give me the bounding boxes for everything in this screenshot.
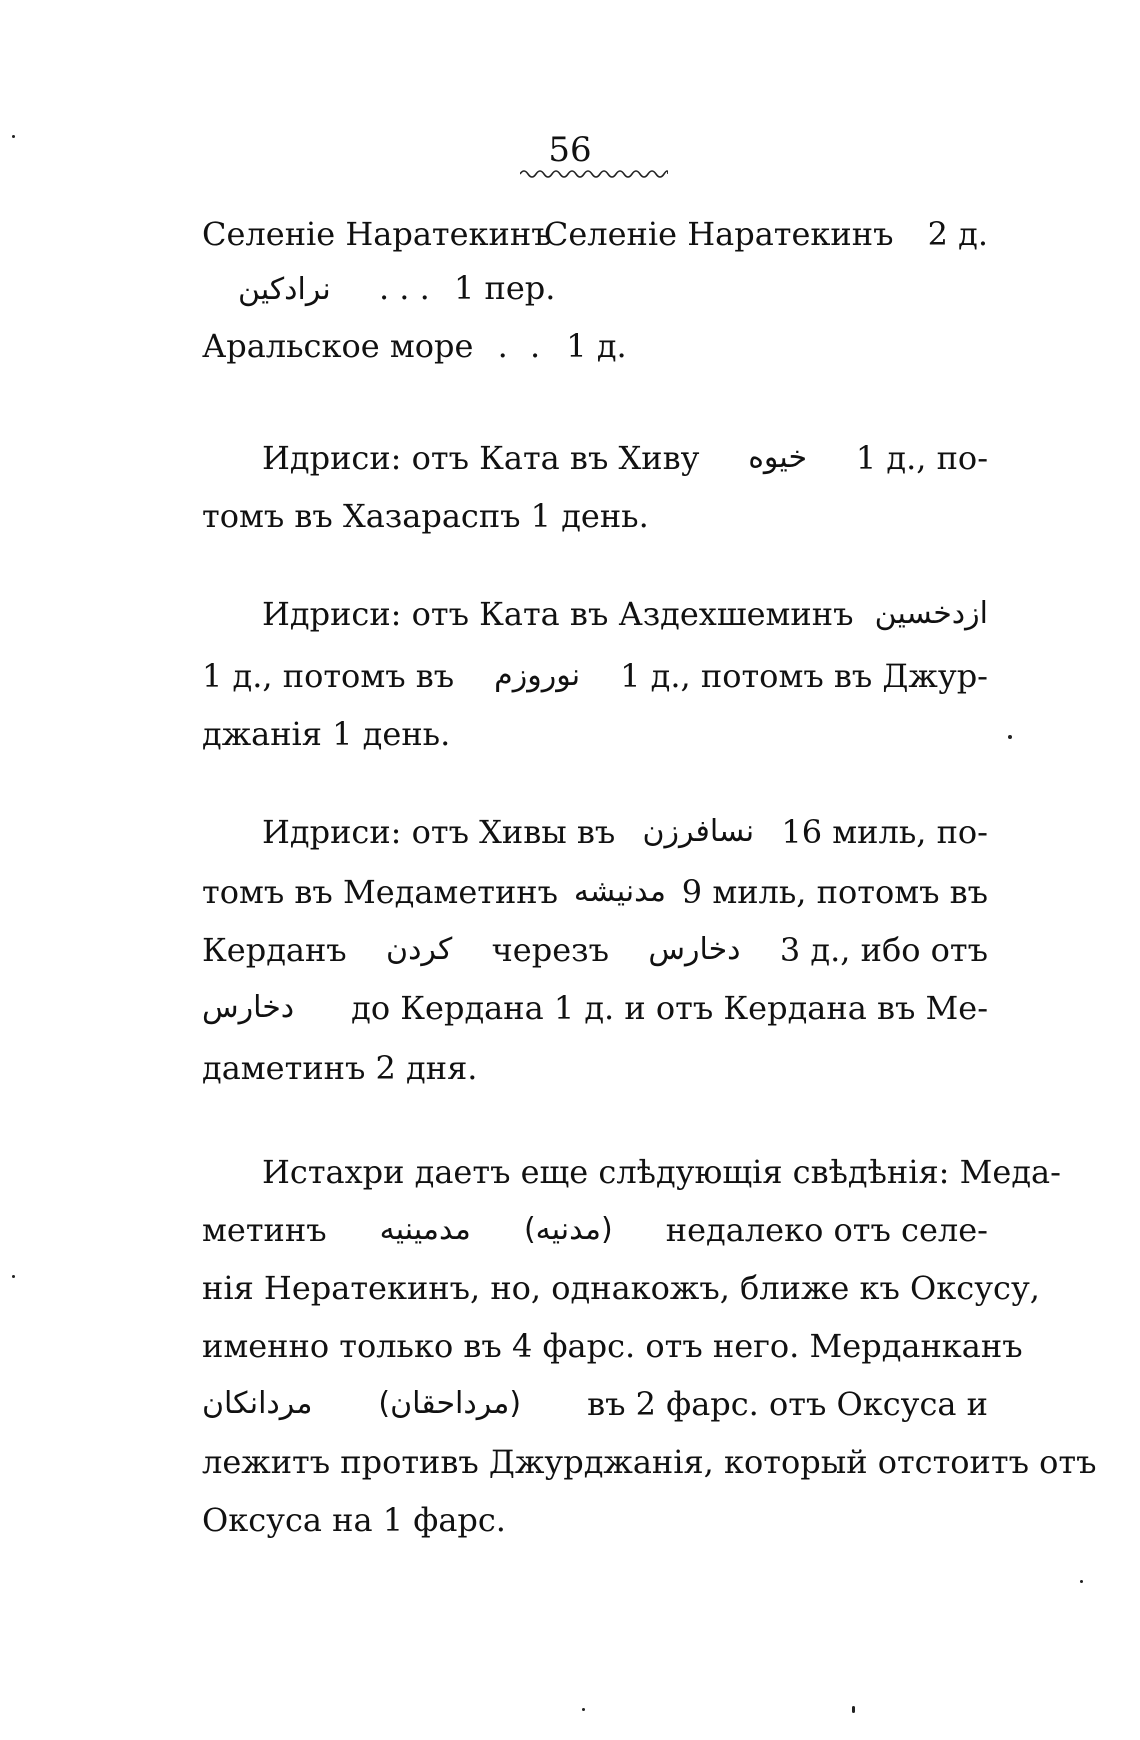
p2-text-c: 1 д., потомъ въ Джур- [620,657,988,695]
p3-text-h: до Кердана 1 д. и отъ Кердана въ Ме- [351,989,988,1027]
row3 [202,318,627,374]
p1-line1 [262,430,988,486]
p4-text-c: недалеко отъ селе- [665,1211,988,1249]
row3-left: Аральское море [202,327,474,365]
p3-text-d: 9 миль, потомъ въ [681,873,988,911]
p1-text-a: Идриси: отъ Ката въ Хиву [262,439,700,477]
p3-arabic-b: مدنيشه [573,874,666,909]
p3-line5 [202,1040,988,1096]
p4-line5 [202,1376,988,1432]
p3-text-f: черезъ [491,931,609,969]
p4-arabic-b: (مدنيه) [523,1212,613,1247]
row2-arabic: نرادكين [238,272,331,307]
scan-speck [12,1275,15,1278]
p2-text-a: Идриси: отъ Ката въ Аздехшеминъ [262,595,854,633]
p2-text-b: 1 д., потомъ въ [202,657,455,695]
p4-text-g: лежитъ противъ Джурджанія, который отстоитъ отъ [202,1443,1097,1481]
p3-line4 [202,980,988,1036]
p3-arabic-c: كردن [386,932,453,967]
p1-text-b: 1 д., по- [855,439,988,477]
scan-speck [1008,735,1012,739]
p2-line3 [202,706,988,762]
p1-arabic: خيوه [748,440,808,475]
p3-line2 [202,864,988,920]
scan-speck [1080,1580,1083,1583]
p2-line1 [262,586,988,642]
row3-value: 1 д. [566,327,627,365]
p4-text-h: Оксуса на 1 фарс. [202,1501,506,1539]
p4-text-b: метинъ [202,1211,327,1249]
p3-text-a: Идриси: отъ Хивы въ [262,813,616,851]
p1-text-c: томъ въ Хазараспъ 1 день. [202,497,649,535]
p3-arabic-d: دخارس [648,932,741,967]
p3-line1 [262,804,988,860]
row1-right-name: Селеніе Наратекинъ [543,215,894,253]
p4-text-a: Истахри даетъ еще слѣдующія свѣдѣнія: Меда- [262,1153,1061,1191]
p3-text-c: томъ въ Медаметинъ [202,873,558,911]
row2-value: 1 пер. [453,269,556,307]
p2-line2 [202,648,988,704]
row1-left: Селеніе Наратекинъ [202,215,552,253]
p4-line3 [202,1260,1040,1316]
scan-speck [12,135,15,138]
row1-right [544,206,988,262]
p3-text-i: даметинъ 2 дня. [202,1049,478,1087]
p4-arabic-c: مردانكان [202,1386,313,1421]
row3-dots: . . [497,327,547,365]
p3-arabic-e: دخارس [202,990,295,1025]
p4-line1 [262,1144,1061,1200]
row1-right-value: 2 д. [927,215,988,253]
p3-text-g: 3 д., ибо отъ [779,931,988,969]
p2-arabic-b: نوروزم [494,658,581,693]
p1-line2 [202,488,988,544]
p4-line2 [202,1202,988,1258]
p4-line4 [202,1318,1023,1374]
p3-text-b: 16 миль, по- [781,813,988,851]
p4-line6 [202,1434,1097,1490]
p4-text-f: въ 2 фарс. отъ Оксуса и [587,1385,988,1423]
p3-arabic-a: نسافرزن [642,814,755,849]
p4-arabic-d: (مرداحقان) [378,1386,522,1421]
row2 [238,260,555,316]
p4-arabic-a: مدمينيه [379,1212,471,1247]
p3-line3 [202,922,988,978]
p4-text-e: именно только въ 4 фарс. отъ него. Мерданканъ [202,1327,1023,1365]
wavy-ornament [520,168,668,180]
p4-text-d: нія Нератекинъ, но, однакожъ, ближе къ Оксусу, [202,1269,1040,1307]
p3-text-e: Керданъ [202,931,347,969]
p2-text-d: джанія 1 день. [202,715,451,753]
p4-line7 [202,1492,988,1548]
row2-dots: . . . [378,269,430,307]
page-number: 56 [548,130,592,170]
scan-speck [582,1708,585,1711]
scan-speck [852,1706,855,1713]
p2-arabic-a: ازدخسين [874,596,988,631]
